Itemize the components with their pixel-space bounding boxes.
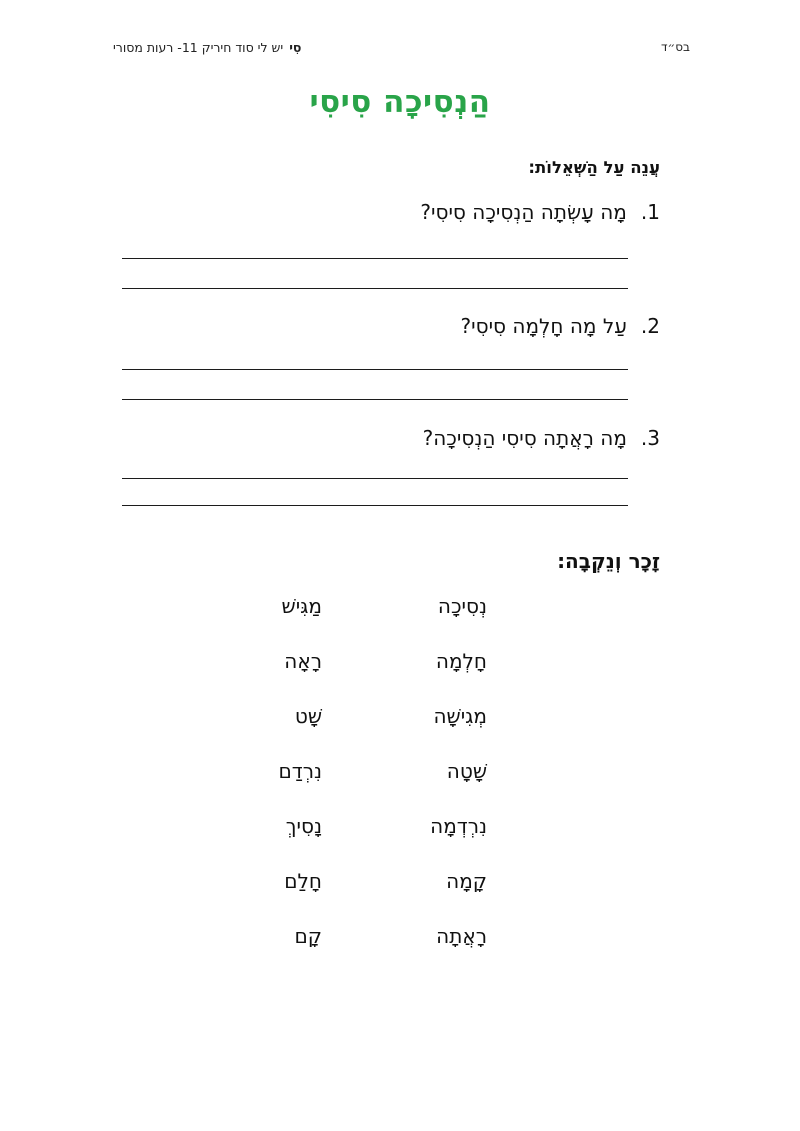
answer-line: [122, 505, 628, 506]
vocab-word-masculine: רָאָה: [284, 649, 322, 673]
vocab-word-feminine: שָׁטָה: [446, 759, 487, 783]
vocab-word-masculine: נִרְדַם: [278, 759, 322, 783]
answer-line: [122, 258, 628, 259]
question-3-number: 3.: [640, 426, 660, 450]
section-title-gender: זָכָר וְנֵקְבָה:: [557, 549, 660, 573]
vocab-word-feminine: רָאֲתָה: [436, 924, 487, 948]
header-brand-subtitle: יש לי סוד חיריק 11- רעות מסורי: [113, 40, 284, 55]
header-brand-name: סִי: [289, 40, 302, 55]
instruction-text: עֲנֵה עַל הַשְּׁאֵלוֹת:: [528, 158, 660, 177]
vocab-word-feminine: נִרְדְמָה: [430, 814, 487, 838]
question-1: [420, 200, 660, 224]
vocab-word-feminine: קָמָה: [446, 869, 487, 893]
vocab-word-feminine: מְגִישָׁה: [433, 704, 487, 728]
question-2: [461, 314, 661, 338]
answer-line: [122, 369, 628, 370]
answer-line: [122, 399, 628, 400]
vocab-word-masculine: קָם: [294, 924, 322, 948]
question-1-text: מָה עָשְׂתָה הַנְסִיכָה סִיסִי?: [420, 200, 627, 224]
header-bsd-label: בס״ד: [660, 40, 690, 54]
vocab-word-masculine: מַגִּישׁ: [281, 594, 322, 618]
vocab-word-masculine: חָלַם: [284, 869, 322, 893]
header-source-line: [113, 40, 301, 55]
question-3: [423, 426, 660, 450]
vocab-word-masculine: שָׁט: [294, 704, 322, 728]
vocab-word-masculine: נָסִיךְ: [285, 814, 322, 838]
vocab-word-grid: [157, 594, 487, 979]
question-3-text: מָה רָאֲתָה סִיסִי הַנְסִיכָה?: [422, 426, 627, 450]
vocab-word-feminine: נְסִיכָה: [437, 594, 487, 618]
page-title: הַנְסִיכָה סִיסִי: [309, 84, 491, 120]
question-2-number: 2.: [640, 314, 660, 338]
vocab-word-feminine: חָלְמָה: [435, 649, 487, 673]
question-1-number: 1.: [640, 200, 660, 224]
question-2-text: עַל מָה חָלְמָה סִיסִי?: [460, 314, 627, 338]
answer-line: [122, 288, 628, 289]
answer-line: [122, 478, 628, 479]
